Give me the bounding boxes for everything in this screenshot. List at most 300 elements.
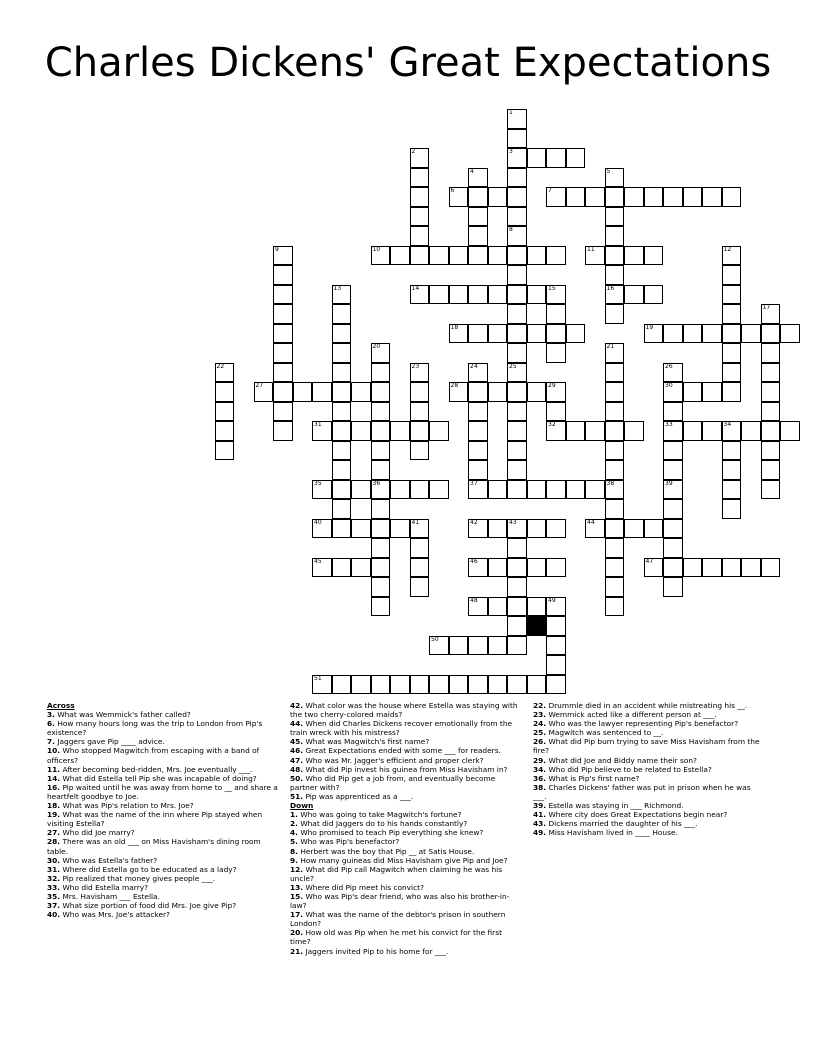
grid-cell[interactable]	[546, 382, 566, 402]
grid-cell[interactable]	[663, 499, 683, 519]
grid-cell[interactable]	[702, 382, 722, 402]
grid-cell[interactable]	[488, 636, 508, 656]
grid-cell[interactable]	[507, 460, 527, 480]
grid-cell[interactable]	[546, 616, 566, 636]
grid-cell[interactable]	[312, 421, 332, 441]
grid-cell[interactable]	[468, 519, 488, 539]
grid-cell[interactable]	[546, 421, 566, 441]
grid-cell[interactable]	[215, 382, 235, 402]
grid-cell[interactable]	[371, 421, 391, 441]
grid-cell[interactable]	[468, 324, 488, 344]
grid-cell[interactable]	[761, 480, 781, 500]
grid-cell[interactable]	[507, 207, 527, 227]
grid-cell[interactable]	[371, 519, 391, 539]
grid-cell[interactable]	[507, 441, 527, 461]
grid-cell[interactable]	[468, 207, 488, 227]
grid-cell[interactable]	[663, 441, 683, 461]
grid-cell[interactable]	[332, 324, 352, 344]
clue-text: What was Magwitch's first name?	[305, 737, 430, 747]
grid-cell[interactable]	[468, 285, 488, 305]
grid-cell[interactable]	[663, 460, 683, 480]
grid-cell[interactable]	[371, 480, 391, 500]
down-clue	[290, 892, 522, 910]
grid-cell[interactable]	[605, 304, 625, 324]
grid-cell[interactable]	[546, 187, 566, 207]
grid-cell[interactable]	[429, 246, 449, 266]
grid-cell[interactable]	[527, 675, 547, 695]
grid-cell[interactable]	[429, 285, 449, 305]
grid-cell[interactable]	[410, 207, 430, 227]
grid-cell[interactable]	[351, 480, 371, 500]
grid-cell[interactable]	[449, 187, 469, 207]
grid-cell[interactable]	[585, 187, 605, 207]
grid-cell[interactable]	[546, 655, 566, 675]
clue-label: 45.	[290, 737, 304, 747]
grid-cell[interactable]	[566, 421, 586, 441]
grid-cell[interactable]	[605, 421, 625, 441]
grid-cell[interactable]	[546, 343, 566, 363]
grid-cell[interactable]	[410, 402, 430, 422]
grid-cell[interactable]	[702, 558, 722, 578]
grid-cell[interactable]	[507, 109, 527, 129]
grid-cell[interactable]	[527, 597, 547, 617]
grid-cell[interactable]	[371, 382, 391, 402]
grid-cell[interactable]	[332, 460, 352, 480]
grid-cell[interactable]	[683, 324, 703, 344]
grid-cell[interactable]	[741, 558, 761, 578]
grid-cell[interactable]	[371, 499, 391, 519]
grid-cell[interactable]	[507, 129, 527, 149]
grid-cell[interactable]	[722, 460, 742, 480]
grid-cell[interactable]	[410, 285, 430, 305]
grid-cell[interactable]	[605, 460, 625, 480]
grid-cell[interactable]	[605, 226, 625, 246]
grid-cell[interactable]	[507, 285, 527, 305]
grid-cell[interactable]	[332, 304, 352, 324]
grid-cell[interactable]	[566, 148, 586, 168]
grid-cell[interactable]	[507, 519, 527, 539]
grid-cell[interactable]	[605, 168, 625, 188]
grid-cell[interactable]	[683, 421, 703, 441]
grid-cell[interactable]	[624, 519, 644, 539]
grid-cell[interactable]	[449, 382, 469, 402]
grid-cell[interactable]	[605, 265, 625, 285]
grid-cell[interactable]	[683, 558, 703, 578]
grid-cell[interactable]	[722, 343, 742, 363]
grid-cell[interactable]	[351, 675, 371, 695]
grid-cell[interactable]	[429, 675, 449, 695]
grid-cell[interactable]	[663, 382, 683, 402]
grid-cell[interactable]	[488, 246, 508, 266]
grid-cell[interactable]	[351, 382, 371, 402]
grid-cell[interactable]	[468, 421, 488, 441]
grid-cell[interactable]	[332, 402, 352, 422]
grid-cell[interactable]	[468, 226, 488, 246]
grid-cell[interactable]	[410, 168, 430, 188]
grid-cell[interactable]	[507, 168, 527, 188]
grid-cell[interactable]	[488, 519, 508, 539]
grid-cell[interactable]	[663, 577, 683, 597]
grid-cell[interactable]	[761, 460, 781, 480]
grid-cell[interactable]	[215, 363, 235, 383]
grid-cell[interactable]	[761, 421, 781, 441]
grid-cell[interactable]	[449, 636, 469, 656]
grid-cell[interactable]	[410, 558, 430, 578]
grid-cell[interactable]	[488, 597, 508, 617]
grid-cell[interactable]	[585, 421, 605, 441]
grid-cell[interactable]	[390, 246, 410, 266]
grid-cell[interactable]	[605, 597, 625, 617]
grid-cell[interactable]	[546, 597, 566, 617]
clue-label: 43.	[533, 819, 547, 829]
grid-cell[interactable]	[722, 246, 742, 266]
grid-cell[interactable]	[624, 421, 644, 441]
grid-cell[interactable]	[371, 597, 391, 617]
grid-cell[interactable]	[215, 402, 235, 422]
grid-cell[interactable]	[527, 246, 547, 266]
grid-cell[interactable]	[507, 226, 527, 246]
grid-cell[interactable]	[410, 246, 430, 266]
grid-cell[interactable]	[507, 148, 527, 168]
grid-cell[interactable]	[371, 246, 391, 266]
grid-cell[interactable]	[468, 441, 488, 461]
grid-cell[interactable]	[761, 343, 781, 363]
grid-cell[interactable]	[722, 441, 742, 461]
grid-cell[interactable]	[449, 246, 469, 266]
grid-cell[interactable]	[702, 187, 722, 207]
grid-cell[interactable]	[507, 343, 527, 363]
grid-cell[interactable]	[605, 187, 625, 207]
grid-cell[interactable]	[507, 675, 527, 695]
grid-cell[interactable]	[761, 304, 781, 324]
grid-cell[interactable]	[332, 441, 352, 461]
grid-cell[interactable]	[605, 363, 625, 383]
grid-cell[interactable]	[488, 187, 508, 207]
grid-cell[interactable]	[390, 421, 410, 441]
clue-label: 20.	[290, 928, 304, 938]
grid-cell[interactable]	[273, 265, 293, 285]
grid-cell[interactable]	[644, 246, 664, 266]
grid-cell[interactable]	[371, 363, 391, 383]
grid-cell[interactable]	[273, 246, 293, 266]
grid-cell[interactable]	[722, 558, 742, 578]
grid-cell[interactable]	[605, 343, 625, 363]
clue-number: 49	[548, 596, 556, 604]
grid-cell[interactable]	[722, 499, 742, 519]
grid-cell[interactable]	[605, 402, 625, 422]
grid-cell[interactable]	[546, 402, 566, 422]
grid-cell[interactable]	[488, 382, 508, 402]
grid-cell[interactable]	[585, 246, 605, 266]
grid-cell[interactable]	[722, 187, 742, 207]
grid-cell[interactable]	[429, 421, 449, 441]
grid-cell[interactable]	[605, 285, 625, 305]
grid-cell[interactable]	[507, 636, 527, 656]
grid-cell[interactable]	[546, 148, 566, 168]
grid-cell[interactable]	[410, 675, 430, 695]
grid-cell[interactable]	[507, 558, 527, 578]
grid-cell[interactable]	[371, 441, 391, 461]
grid-cell[interactable]	[605, 441, 625, 461]
grid-cell[interactable]	[488, 480, 508, 500]
grid-cell[interactable]	[390, 519, 410, 539]
grid-cell[interactable]	[527, 558, 547, 578]
grid-cell[interactable]	[566, 480, 586, 500]
grid-cell[interactable]	[507, 246, 527, 266]
down-clue	[533, 810, 765, 819]
grid-cell[interactable]	[273, 363, 293, 383]
clue-label: 37.	[47, 901, 61, 911]
grid-cell[interactable]	[488, 324, 508, 344]
grid-cell[interactable]	[410, 441, 430, 461]
grid-cell[interactable]	[722, 304, 742, 324]
grid-cell[interactable]	[410, 421, 430, 441]
grid-cell[interactable]	[351, 558, 371, 578]
grid-cell[interactable]	[332, 558, 352, 578]
grid-cell[interactable]	[332, 421, 352, 441]
grid-cell[interactable]	[507, 324, 527, 344]
grid-cell[interactable]	[507, 187, 527, 207]
grid-cell[interactable]	[663, 558, 683, 578]
grid-cell[interactable]	[605, 480, 625, 500]
grid-cell[interactable]	[546, 324, 566, 344]
grid-cell[interactable]	[410, 538, 430, 558]
grid-cell[interactable]	[624, 246, 644, 266]
grid-cell[interactable]	[312, 675, 332, 695]
grid-cell[interactable]	[488, 558, 508, 578]
grid-cell[interactable]	[332, 363, 352, 383]
grid-cell[interactable]	[683, 382, 703, 402]
grid-cell[interactable]	[488, 285, 508, 305]
grid-cell[interactable]	[507, 304, 527, 324]
grid-cell[interactable]	[273, 304, 293, 324]
grid-cell[interactable]	[585, 519, 605, 539]
grid-cell[interactable]	[566, 324, 586, 344]
grid-cell[interactable]	[546, 519, 566, 539]
grid-cell[interactable]	[605, 246, 625, 266]
grid-cell[interactable]	[722, 324, 742, 344]
grid-cell[interactable]	[663, 363, 683, 383]
grid-cell[interactable]	[371, 558, 391, 578]
grid-cell[interactable]	[722, 285, 742, 305]
grid-cell[interactable]	[605, 499, 625, 519]
grid-cell[interactable]	[546, 246, 566, 266]
grid-cell[interactable]	[273, 402, 293, 422]
grid-cell[interactable]	[741, 324, 761, 344]
grid-cell[interactable]	[507, 616, 527, 636]
grid-cell[interactable]	[468, 480, 488, 500]
grid-cell[interactable]	[410, 187, 430, 207]
down-clue	[533, 701, 765, 710]
grid-cell[interactable]	[429, 636, 449, 656]
grid-cell[interactable]	[449, 285, 469, 305]
grid-cell[interactable]	[722, 382, 742, 402]
clue-number: 46	[470, 557, 478, 565]
grid-cell[interactable]	[546, 558, 566, 578]
grid-cell[interactable]	[312, 558, 332, 578]
grid-cell[interactable]	[468, 675, 488, 695]
across-clue	[290, 792, 522, 801]
grid-cell[interactable]	[332, 285, 352, 305]
grid-cell[interactable]	[468, 363, 488, 383]
grid-cell[interactable]	[371, 402, 391, 422]
grid-cell[interactable]	[546, 675, 566, 695]
grid-cell[interactable]	[761, 324, 781, 344]
grid-cell[interactable]	[605, 382, 625, 402]
grid-cell[interactable]	[332, 382, 352, 402]
grid-cell[interactable]	[527, 148, 547, 168]
grid-cell[interactable]	[644, 324, 664, 344]
grid-cell[interactable]	[741, 421, 761, 441]
grid-cell[interactable]	[410, 577, 430, 597]
grid-cell[interactable]	[527, 285, 547, 305]
grid-cell[interactable]	[780, 324, 800, 344]
grid-cell[interactable]	[507, 363, 527, 383]
grid-cell[interactable]	[371, 343, 391, 363]
grid-cell[interactable]	[332, 499, 352, 519]
grid-cell[interactable]	[663, 480, 683, 500]
grid-cell[interactable]	[605, 207, 625, 227]
grid-cell[interactable]	[312, 519, 332, 539]
grid-cell[interactable]	[722, 421, 742, 441]
grid-cell[interactable]	[644, 519, 664, 539]
grid-cell[interactable]	[507, 538, 527, 558]
grid-cell[interactable]	[371, 538, 391, 558]
grid-cell[interactable]	[273, 382, 293, 402]
grid-cell[interactable]	[332, 480, 352, 500]
grid-cell[interactable]	[488, 675, 508, 695]
grid-cell[interactable]	[605, 577, 625, 597]
grid-cell[interactable]	[468, 636, 488, 656]
grid-cell[interactable]	[273, 285, 293, 305]
grid-cell[interactable]	[761, 441, 781, 461]
across-clue	[47, 901, 279, 910]
grid-cell[interactable]	[312, 480, 332, 500]
grid-cell[interactable]	[585, 480, 605, 500]
grid-cell[interactable]	[605, 519, 625, 539]
grid-cell[interactable]	[663, 538, 683, 558]
grid-cell[interactable]	[215, 421, 235, 441]
grid-cell[interactable]	[351, 421, 371, 441]
grid-cell[interactable]	[449, 324, 469, 344]
grid-cell[interactable]	[312, 382, 332, 402]
grid-cell[interactable]	[507, 480, 527, 500]
down-clue	[533, 801, 765, 810]
grid-cell[interactable]	[663, 187, 683, 207]
grid-cell[interactable]	[332, 675, 352, 695]
grid-cell[interactable]	[371, 675, 391, 695]
grid-cell[interactable]	[410, 519, 430, 539]
grid-cell[interactable]	[644, 558, 664, 578]
grid-cell[interactable]	[273, 421, 293, 441]
grid-cell[interactable]	[546, 480, 566, 500]
grid-cell[interactable]	[293, 382, 313, 402]
grid-cell[interactable]	[273, 343, 293, 363]
grid-cell[interactable]	[371, 577, 391, 597]
grid-cell[interactable]	[468, 460, 488, 480]
grid-cell[interactable]	[722, 363, 742, 383]
clue-label: 27.	[47, 828, 61, 838]
grid-cell[interactable]	[624, 187, 644, 207]
down-clue	[533, 819, 765, 828]
grid-cell[interactable]	[390, 675, 410, 695]
grid-cell[interactable]	[624, 285, 644, 305]
grid-cell[interactable]	[507, 382, 527, 402]
clue-text: Wemmick acted like a different person at ___.	[548, 710, 717, 720]
grid-cell[interactable]	[644, 285, 664, 305]
grid-cell[interactable]	[351, 519, 371, 539]
grid-cell[interactable]	[546, 304, 566, 324]
grid-cell[interactable]	[663, 421, 683, 441]
grid-cell[interactable]	[429, 480, 449, 500]
grid-cell[interactable]	[527, 324, 547, 344]
down-clue	[533, 719, 765, 728]
grid-cell[interactable]	[761, 363, 781, 383]
grid-cell[interactable]	[605, 538, 625, 558]
grid-cell[interactable]	[371, 460, 391, 480]
grid-cell[interactable]	[702, 421, 722, 441]
grid-cell[interactable]	[273, 324, 293, 344]
grid-cell[interactable]	[663, 324, 683, 344]
grid-cell[interactable]	[410, 226, 430, 246]
grid-cell[interactable]	[332, 519, 352, 539]
grid-cell[interactable]	[527, 382, 547, 402]
grid-cell[interactable]	[332, 343, 352, 363]
grid-cell[interactable]	[410, 382, 430, 402]
grid-cell[interactable]	[683, 187, 703, 207]
grid-cell[interactable]	[410, 480, 430, 500]
grid-cell[interactable]	[215, 441, 235, 461]
grid-cell[interactable]	[468, 246, 488, 266]
clue-number: 20	[372, 343, 381, 350]
grid-cell[interactable]	[449, 675, 469, 695]
grid-cell[interactable]	[410, 363, 430, 383]
grid-cell[interactable]	[507, 402, 527, 422]
grid-cell[interactable]	[468, 558, 488, 578]
grid-cell[interactable]	[507, 421, 527, 441]
grid-cell[interactable]	[468, 168, 488, 188]
grid-cell[interactable]	[780, 421, 800, 441]
grid-cell[interactable]	[507, 577, 527, 597]
grid-cell[interactable]	[527, 480, 547, 500]
grid-cell[interactable]	[722, 265, 742, 285]
grid-cell[interactable]	[468, 187, 488, 207]
grid-cell[interactable]	[527, 519, 547, 539]
grid-cell[interactable]	[605, 558, 625, 578]
grid-cell[interactable]	[702, 324, 722, 344]
clue-text: Who promised to teach Pip everything she knew?	[300, 828, 484, 838]
grid-cell[interactable]	[663, 519, 683, 539]
grid-cell[interactable]	[254, 382, 274, 402]
grid-cell[interactable]	[663, 402, 683, 422]
grid-cell[interactable]	[507, 265, 527, 285]
grid-cell[interactable]	[468, 402, 488, 422]
grid-cell[interactable]	[761, 558, 781, 578]
grid-cell[interactable]	[546, 636, 566, 656]
clue-text: Mrs. Havisham ___ Estella.	[62, 891, 160, 901]
grid-cell[interactable]	[761, 402, 781, 422]
grid-cell[interactable]	[546, 285, 566, 305]
grid-cell[interactable]	[410, 148, 430, 168]
grid-cell[interactable]	[390, 480, 410, 500]
grid-cell[interactable]	[468, 382, 488, 402]
grid-cell[interactable]	[644, 187, 664, 207]
grid-cell[interactable]	[761, 382, 781, 402]
grid-cell[interactable]	[722, 480, 742, 500]
grid-cell[interactable]	[507, 597, 527, 617]
grid-cell[interactable]	[566, 187, 586, 207]
grid-cell[interactable]	[468, 597, 488, 617]
